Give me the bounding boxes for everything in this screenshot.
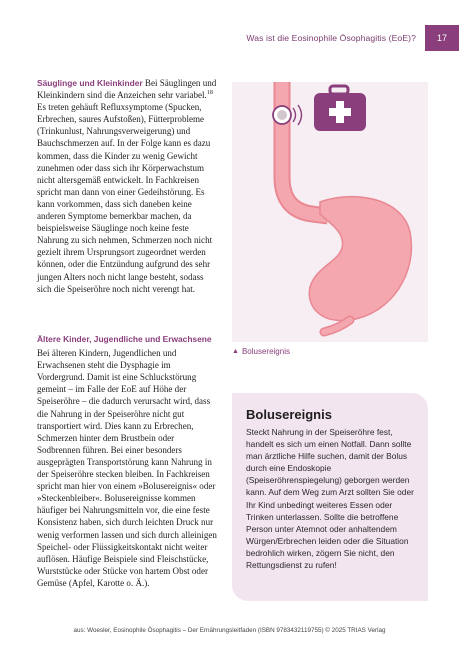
caption-triangle-icon: ▲ xyxy=(232,348,239,355)
section-heading: Säuglinge und Kleinkinder xyxy=(37,78,143,88)
text-section-infants xyxy=(37,77,219,295)
text-section-adults xyxy=(37,333,219,589)
section-paragraph xyxy=(37,77,219,295)
medical-case-icon xyxy=(314,86,366,131)
info-box xyxy=(232,393,428,601)
paragraph-text: Es treten gehäuft Refluxsymptome (Spucken, Erbrechen, saures Aufstoßen), Fütterprobleme (Trinkunlust, Nahrungsverweigerung) und Bauchschmerzen auf. In der Folge kann es dazu kommen, dass die Kinder zu wenig Gewicht zunehmen oder dass sich ihr Körperwachstum nicht altersgemäß entwickelt. In Fachkreisen spricht man dann von einer Gedeihstörung. Es kann vorkommen, dass sich daneben keine anderen Symptome bemerkbar machen, da beispielsweise Säuglinge noch keine feste Nahrung zu sich nehmen, Schmerzen noch nicht gezielt ihrem Ursprungsort zugeordnet werden können, oder die Entzündung aufgrund des sehr jungen Alters noch nicht lange besteht, sodass sich die Speiseröhre noch nicht verengt hat. xyxy=(37,102,213,294)
section-heading: Ältere Kinder, Jugendliche und Erwachsene xyxy=(37,334,212,344)
figure-caption xyxy=(232,347,290,356)
page-number: 17 xyxy=(425,25,459,51)
footnote-ref: 18 xyxy=(206,90,213,97)
food-bolus-icon xyxy=(273,106,291,124)
page-header xyxy=(246,25,459,51)
caption-text: Bolusereignis xyxy=(241,347,290,356)
info-box-title: Bolusereignis xyxy=(246,407,332,422)
page-footer: aus: Woesler, Eosinophile Ösophagitis – Der Ernährungsleitfaden (ISBN 9783432119755) © 2025 TRIAS Verlag xyxy=(73,627,386,634)
esophagus-stomach-illustration xyxy=(232,82,428,342)
running-title: Was ist die Eosinophile Ösophagitis (EoE)? xyxy=(246,33,416,43)
paragraph-text: Bei Säuglingen und Kleinkindern sind die Anzeichen sehr variabel. xyxy=(37,78,217,101)
illustration-panel xyxy=(232,82,428,342)
info-box-text: Steckt Nahrung in der Speiseröhre fest, handelt es sich um einen Notfall. Dann sollte man ärztliche Hilfe suchen, damit der Bolus durch eine Endoskopie (Speiseröhrenspiegelung) geborgen werden kann. Auf dem Weg zum Arzt sollten Sie oder Ihr Kind unbedingt weiteres Essen oder Trinken unterlassen. Sollte die betroffene Person unter Atemnot oder anhaltendem Würgen/Erbrechen leiden oder die Situation bedrohlich wirken, zögern Sie nicht, den Rettungsdienst zu rufen! xyxy=(246,427,414,571)
paragraph-text: Bei älteren Kindern, Jugendlichen und Erwachsenen steht die Dysphagie im Vordergrund. Damit ist eine Schluckstörung gemeint – im Falle der EoE auf Höhe der Speiseröhre – die dadurch verursacht wird, dass die Nahrung in der Speiseröhre nicht gut transportiert wird. Dies kann zu Erbrechen, Schmerzen hinter dem Brustbein oder Sodbrennen führen. Bei einer besonders ausgeprägten Transportstörung kann Nahrung in der Speiseröhre stecken bleiben. In Fachkreisen spricht man hier von einem »Bolusereignis« oder »Steckenbleiber«. Bolusereignisse kommen häufiger bei Nahrungsmitteln vor, die eine feste Konsistenz haben, sich durch leichten Druck nur wenig verformen lassen und sich durch alleinigen Speichel- oder Flüssigkeitskontakt nicht weiter auflösen. Häufige Beispiele sind Fleischstücke, Wurststücke oder Stücke von hartem Obst oder Gemüse (Apfel, Karotte o. Ä.). xyxy=(37,348,217,588)
